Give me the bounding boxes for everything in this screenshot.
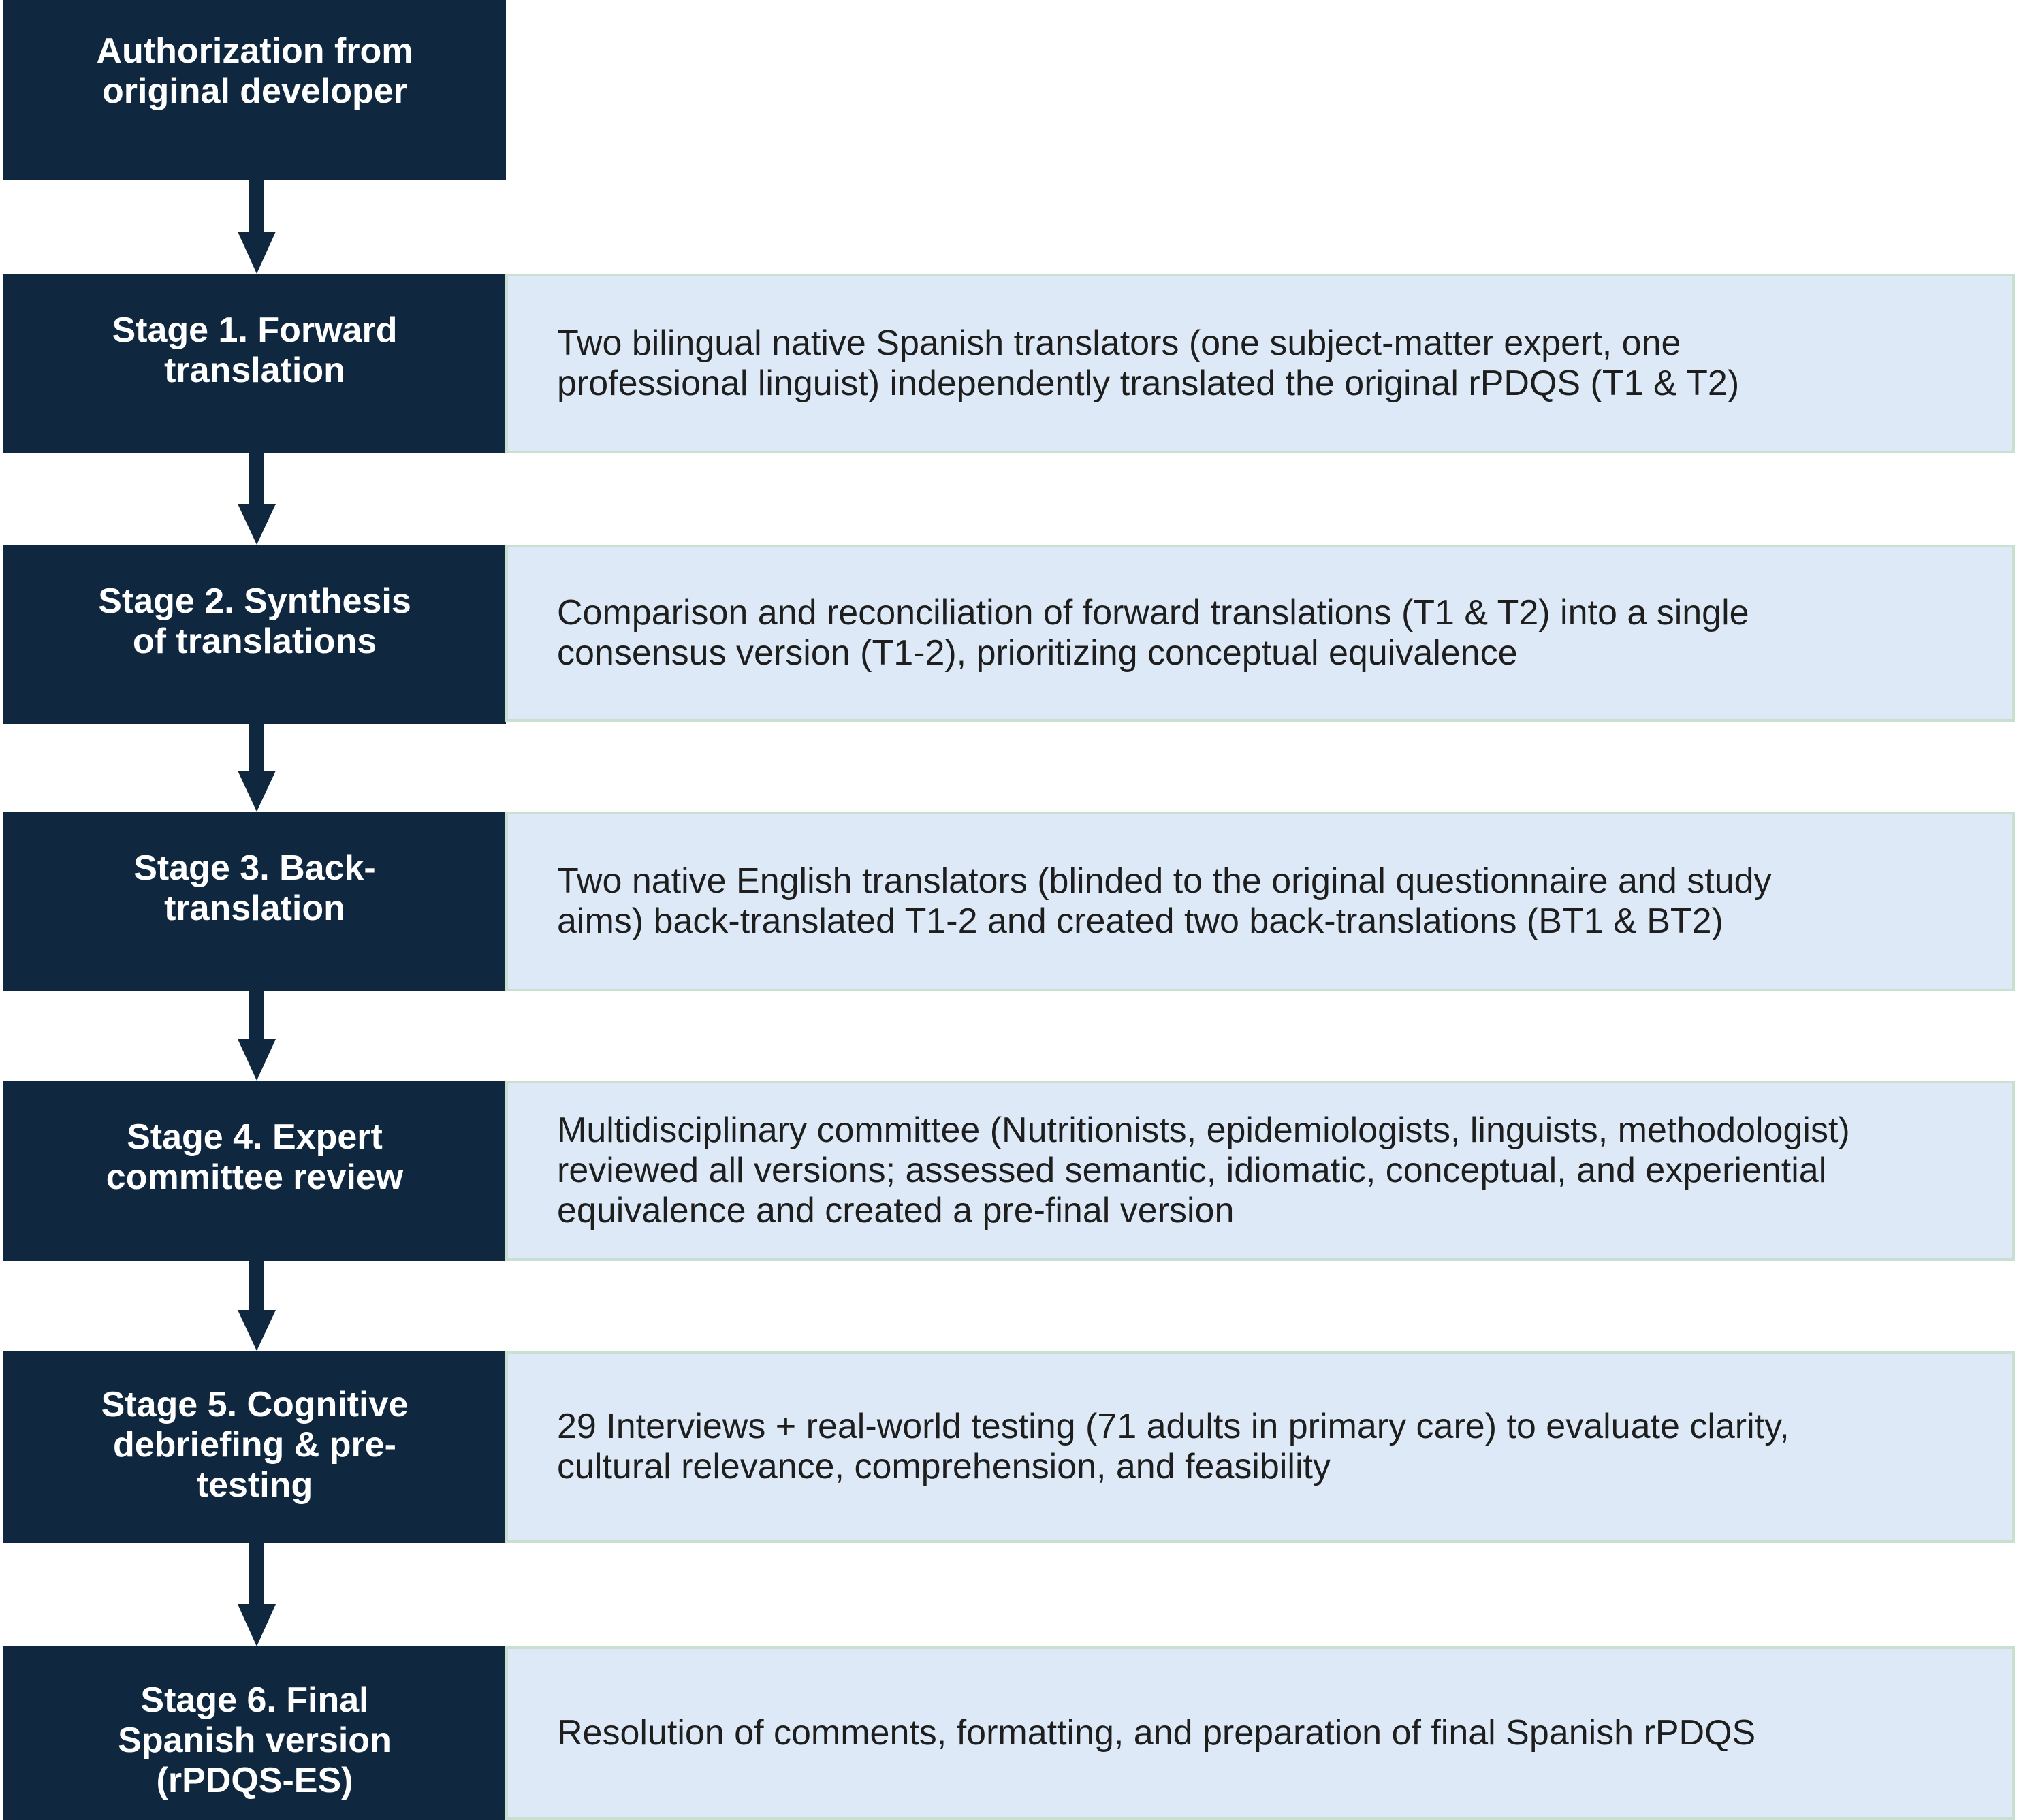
stage-label-line: Stage 1. Forward bbox=[112, 310, 398, 350]
down-arrow-icon bbox=[238, 1261, 276, 1351]
description-line: Resolution of comments, formatting, and preparation of final Spanish rPDQS bbox=[557, 1713, 1756, 1753]
stage-label-line: of translations bbox=[132, 622, 377, 661]
stage-label-line: Stage 4. Expert bbox=[127, 1117, 383, 1157]
stage-label-line: committee review bbox=[106, 1158, 404, 1197]
stage-label-line: translation bbox=[164, 889, 345, 928]
description-line: Two bilingual native Spanish translators (one subject-matter expert, one bbox=[557, 323, 1681, 363]
stage-label-line: Spanish version bbox=[118, 1721, 392, 1760]
description-line: professional linguist) independently translated the original rPDQS (T1 & T2) bbox=[557, 364, 1740, 403]
stage-box-authorization bbox=[3, 0, 506, 180]
description-line: Comparison and reconciliation of forward translations (T1 & T2) into a single bbox=[557, 593, 1749, 633]
stage-label-line: Stage 3. Back- bbox=[133, 848, 376, 888]
stage-box-final-version bbox=[3, 1646, 506, 1820]
down-arrow-icon bbox=[238, 453, 276, 545]
description-box-expert-committee bbox=[505, 1081, 2015, 1261]
stage-label-line: original developer bbox=[102, 71, 407, 111]
stage-box-cognitive-debriefing bbox=[3, 1351, 506, 1543]
description-box-forward-translation bbox=[505, 274, 2015, 453]
stage-label-line: translation bbox=[164, 351, 345, 390]
stage-label-line: (rPDQS-ES) bbox=[156, 1761, 353, 1800]
description-line: Two native English translators (blinded to the original questionnaire and study bbox=[557, 861, 1772, 901]
description-box-cognitive-debriefing bbox=[505, 1351, 2015, 1543]
stage-label-line: Authorization from bbox=[96, 31, 413, 71]
description-line: Multidisciplinary committee (Nutritionists, epidemiologists, linguists, methodologist) bbox=[557, 1111, 1850, 1150]
description-line: 29 Interviews + real-world testing (71 adults in primary care) to evaluate clarity, bbox=[557, 1407, 1790, 1446]
description-line: reviewed all versions; assessed semantic, idiomatic, conceptual, and experiential bbox=[557, 1151, 1827, 1190]
description-line: aims) back-translated T1-2 and created two back-translations (BT1 & BT2) bbox=[557, 901, 1723, 941]
stage-box-synthesis bbox=[3, 545, 506, 724]
description-line: equivalence and created a pre-final version bbox=[557, 1191, 1235, 1230]
down-arrow-icon bbox=[238, 991, 276, 1081]
description-line: cultural relevance, comprehension, and feasibility bbox=[557, 1447, 1331, 1486]
description-box-synthesis bbox=[505, 545, 2015, 722]
stage-label-line: Stage 2. Synthesis bbox=[98, 581, 411, 621]
stage-label-line: Stage 6. Final bbox=[140, 1680, 369, 1720]
down-arrow-icon bbox=[238, 1543, 276, 1646]
description-box-back-translation bbox=[505, 812, 2015, 991]
stage-box-back-translation bbox=[3, 812, 506, 991]
stage-label-line: debriefing & pre- bbox=[112, 1425, 396, 1465]
stage-box-forward-translation bbox=[3, 274, 506, 453]
description-line: consensus version (T1-2), prioritizing conceptual equivalence bbox=[557, 633, 1518, 673]
stage-box-expert-committee bbox=[3, 1081, 506, 1261]
description-box-final-version bbox=[505, 1646, 2015, 1820]
down-arrow-icon bbox=[238, 180, 276, 274]
stage-label-line: Stage 5. Cognitive bbox=[101, 1385, 409, 1424]
down-arrow-icon bbox=[238, 724, 276, 812]
stage-label-line: testing bbox=[196, 1465, 313, 1505]
